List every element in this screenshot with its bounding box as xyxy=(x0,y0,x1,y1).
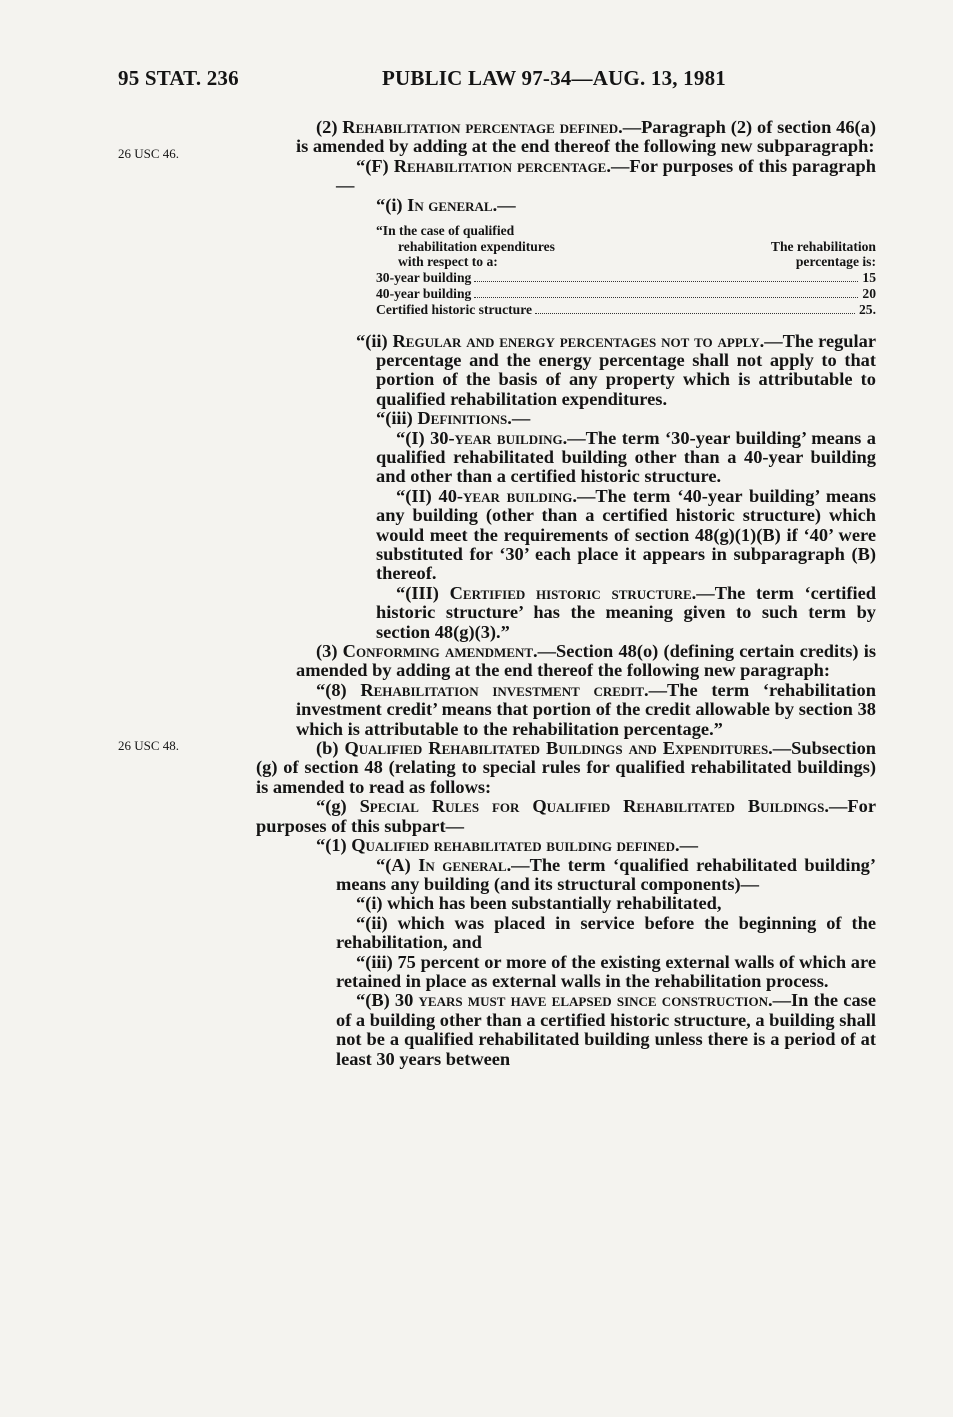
table-left-header: “In the case of qualified rehabilitation expenditures with respect to a: xyxy=(376,223,555,270)
percentage-table xyxy=(376,223,876,318)
table-row: 40-year building 20 xyxy=(376,285,876,301)
running-head: PUBLIC LAW 97-34—AUG. 13, 1981 xyxy=(382,66,726,90)
stat-page-number: 95 STAT. 236 xyxy=(118,66,239,90)
table-row: 30-year building 15 xyxy=(376,269,876,285)
table-row: Certified historic structure 25. xyxy=(376,301,876,317)
para-i: “(i) In general.— xyxy=(376,194,516,215)
para-ii: “(ii) Regular and energy percentages not to apply.—The regular percentage and the energy percentage shall not apply to that portion of the basis of any property which is attributable to qualified rehabilitation expenditures. xyxy=(356,330,877,409)
para-2: (2) Rehabilitation percentage defined.—Paragraph (2) of section 46(a) is amended by adding at the end thereof the following new subparagraph: xyxy=(296,117,876,157)
para-III: “(III) Certified historic structure.—The term ‘certified historic structure’ has the meaning given to such term by section 48(g)(3).” xyxy=(376,582,877,642)
para-I: “(I) 30-year building.—The term ‘30-year building’ means a qualified rehabilitated building other than a 40-year building and other than a certified historic structure. xyxy=(376,427,876,487)
para-A-iii: “(iii) 75 percent or more of the existing external walls of which are retained in place as external walls in the rehabilitation process. xyxy=(336,951,876,991)
para-g: “(g) Special Rules for Qualified Rehabilitated Buildings.—For purposes of this subpart— xyxy=(256,796,876,836)
table-header xyxy=(376,223,876,270)
para-8: “(8) Rehabilitation investment credit.—The term ‘rehabilitation investment credit’ means that portion of the credit allowable by section 38 which is attributable to the rehabilitation percentage.” xyxy=(296,679,876,739)
para-g1: “(1) Qualified rehabilitated building defined.— xyxy=(316,835,699,856)
statute-text xyxy=(256,117,877,1069)
para-A-ii: “(ii) which was placed in service before the beginning of the rehabilitation, and xyxy=(336,912,876,953)
margin-citation-48: 26 USC 48. xyxy=(118,738,180,753)
para-3: (3) Conforming amendment.—Section 48(o) (defining certain credits) is amended by adding at the end thereof the following new paragraph: xyxy=(296,641,877,681)
para-iii: “(iii) Definitions.— xyxy=(376,408,531,429)
para-F: “(F) Rehabilitation percentage.—For purposes of this paragraph— xyxy=(336,155,876,196)
para-II: “(II) 40-year building.—The term ‘40-year building’ means any building (other than a certified historic structure) which would meet the requirements of section 48(g)(1)(B) if ‘40’ were substituted for ‘30’ each place it appears in subparagraph (B) thereof. xyxy=(376,485,876,584)
para-b: (b) Qualified Rehabilitated Buildings and Expenditures.—Subsection (g) of section 48 (relating to special rules for qualified rehabilitated buildings) is amended to read as follows: xyxy=(256,738,876,797)
margin-citation-46: 26 USC 46. xyxy=(118,146,180,161)
para-A-i: “(i) which has been substantially rehabilitated, xyxy=(356,893,722,914)
para-B: “(B) 30 years must have elapsed since construction.—In the case of a building other than a certified historic structure, a building shall not be a qualified rehabilitated building unless there is a period of at least 30 years between xyxy=(336,990,876,1069)
table-right-header: The rehabilitation percentage is: xyxy=(770,238,876,270)
para-A: “(A) In general.—The term ‘qualified rehabilitated building’ means any building (and its structural components)— xyxy=(336,854,876,894)
